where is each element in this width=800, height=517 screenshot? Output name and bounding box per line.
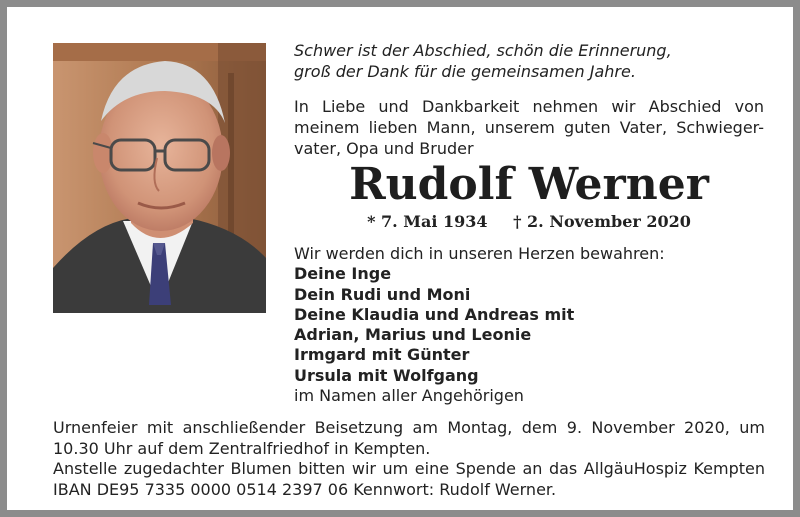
farewell-line: meinem lieben Mann, unserem guten Vater, Schwieger- <box>294 118 764 137</box>
death-date: † 2. November 2020 <box>513 212 691 231</box>
birth-date: * 7. Mai 1934 <box>367 212 488 231</box>
mourners-closing: im Namen aller Angehörigen <box>294 386 524 406</box>
quote-line: Schwer ist der Abschied, schön die Erinnerung, <box>294 41 672 60</box>
mourner-name: Adrian, Marius und Leonie <box>294 325 532 345</box>
mourners-intro: Wir werden dich in unseren Herzen bewahren: <box>294 244 665 263</box>
funeral-line: 10.30 Uhr auf dem Zentralfriedhof in Kempten. <box>53 438 431 458</box>
funeral-notice <box>53 418 765 500</box>
farewell-line: vater, Opa und Bruder <box>294 139 474 158</box>
mourner-name: Dein Rudi und Moni <box>294 284 471 304</box>
quote-line: groß der Dank für die gemeinsamen Jahre. <box>294 62 636 81</box>
funeral-line: Urnenfeier mit anschließender Beisetzung am Montag, dem 9. November 2020, um <box>53 418 765 437</box>
deceased-name: Rudolf Werner <box>349 159 709 210</box>
farewell-text <box>294 96 764 159</box>
memorial-quote <box>294 40 764 82</box>
life-dates <box>294 211 764 232</box>
mourners-list <box>294 244 764 406</box>
portrait-photo <box>53 43 266 313</box>
mourner-name: Deine Inge <box>294 264 392 284</box>
farewell-line: In Liebe und Dankbarkeit nehmen wir Abschied von <box>294 97 764 116</box>
donation-bank-line: IBAN DE95 7335 0000 0514 2397 06 Kennwort: Rudolf Werner. <box>53 479 557 499</box>
mourner-name: Deine Klaudia und Andreas mit <box>294 304 575 324</box>
mourner-name: Irmgard mit Günter <box>294 345 470 365</box>
donation-line: Anstelle zugedachter Blumen bitten wir um eine Spende an das AllgäuHospiz Kempten <box>53 459 765 478</box>
mourner-name: Ursula mit Wolfgang <box>294 365 479 385</box>
